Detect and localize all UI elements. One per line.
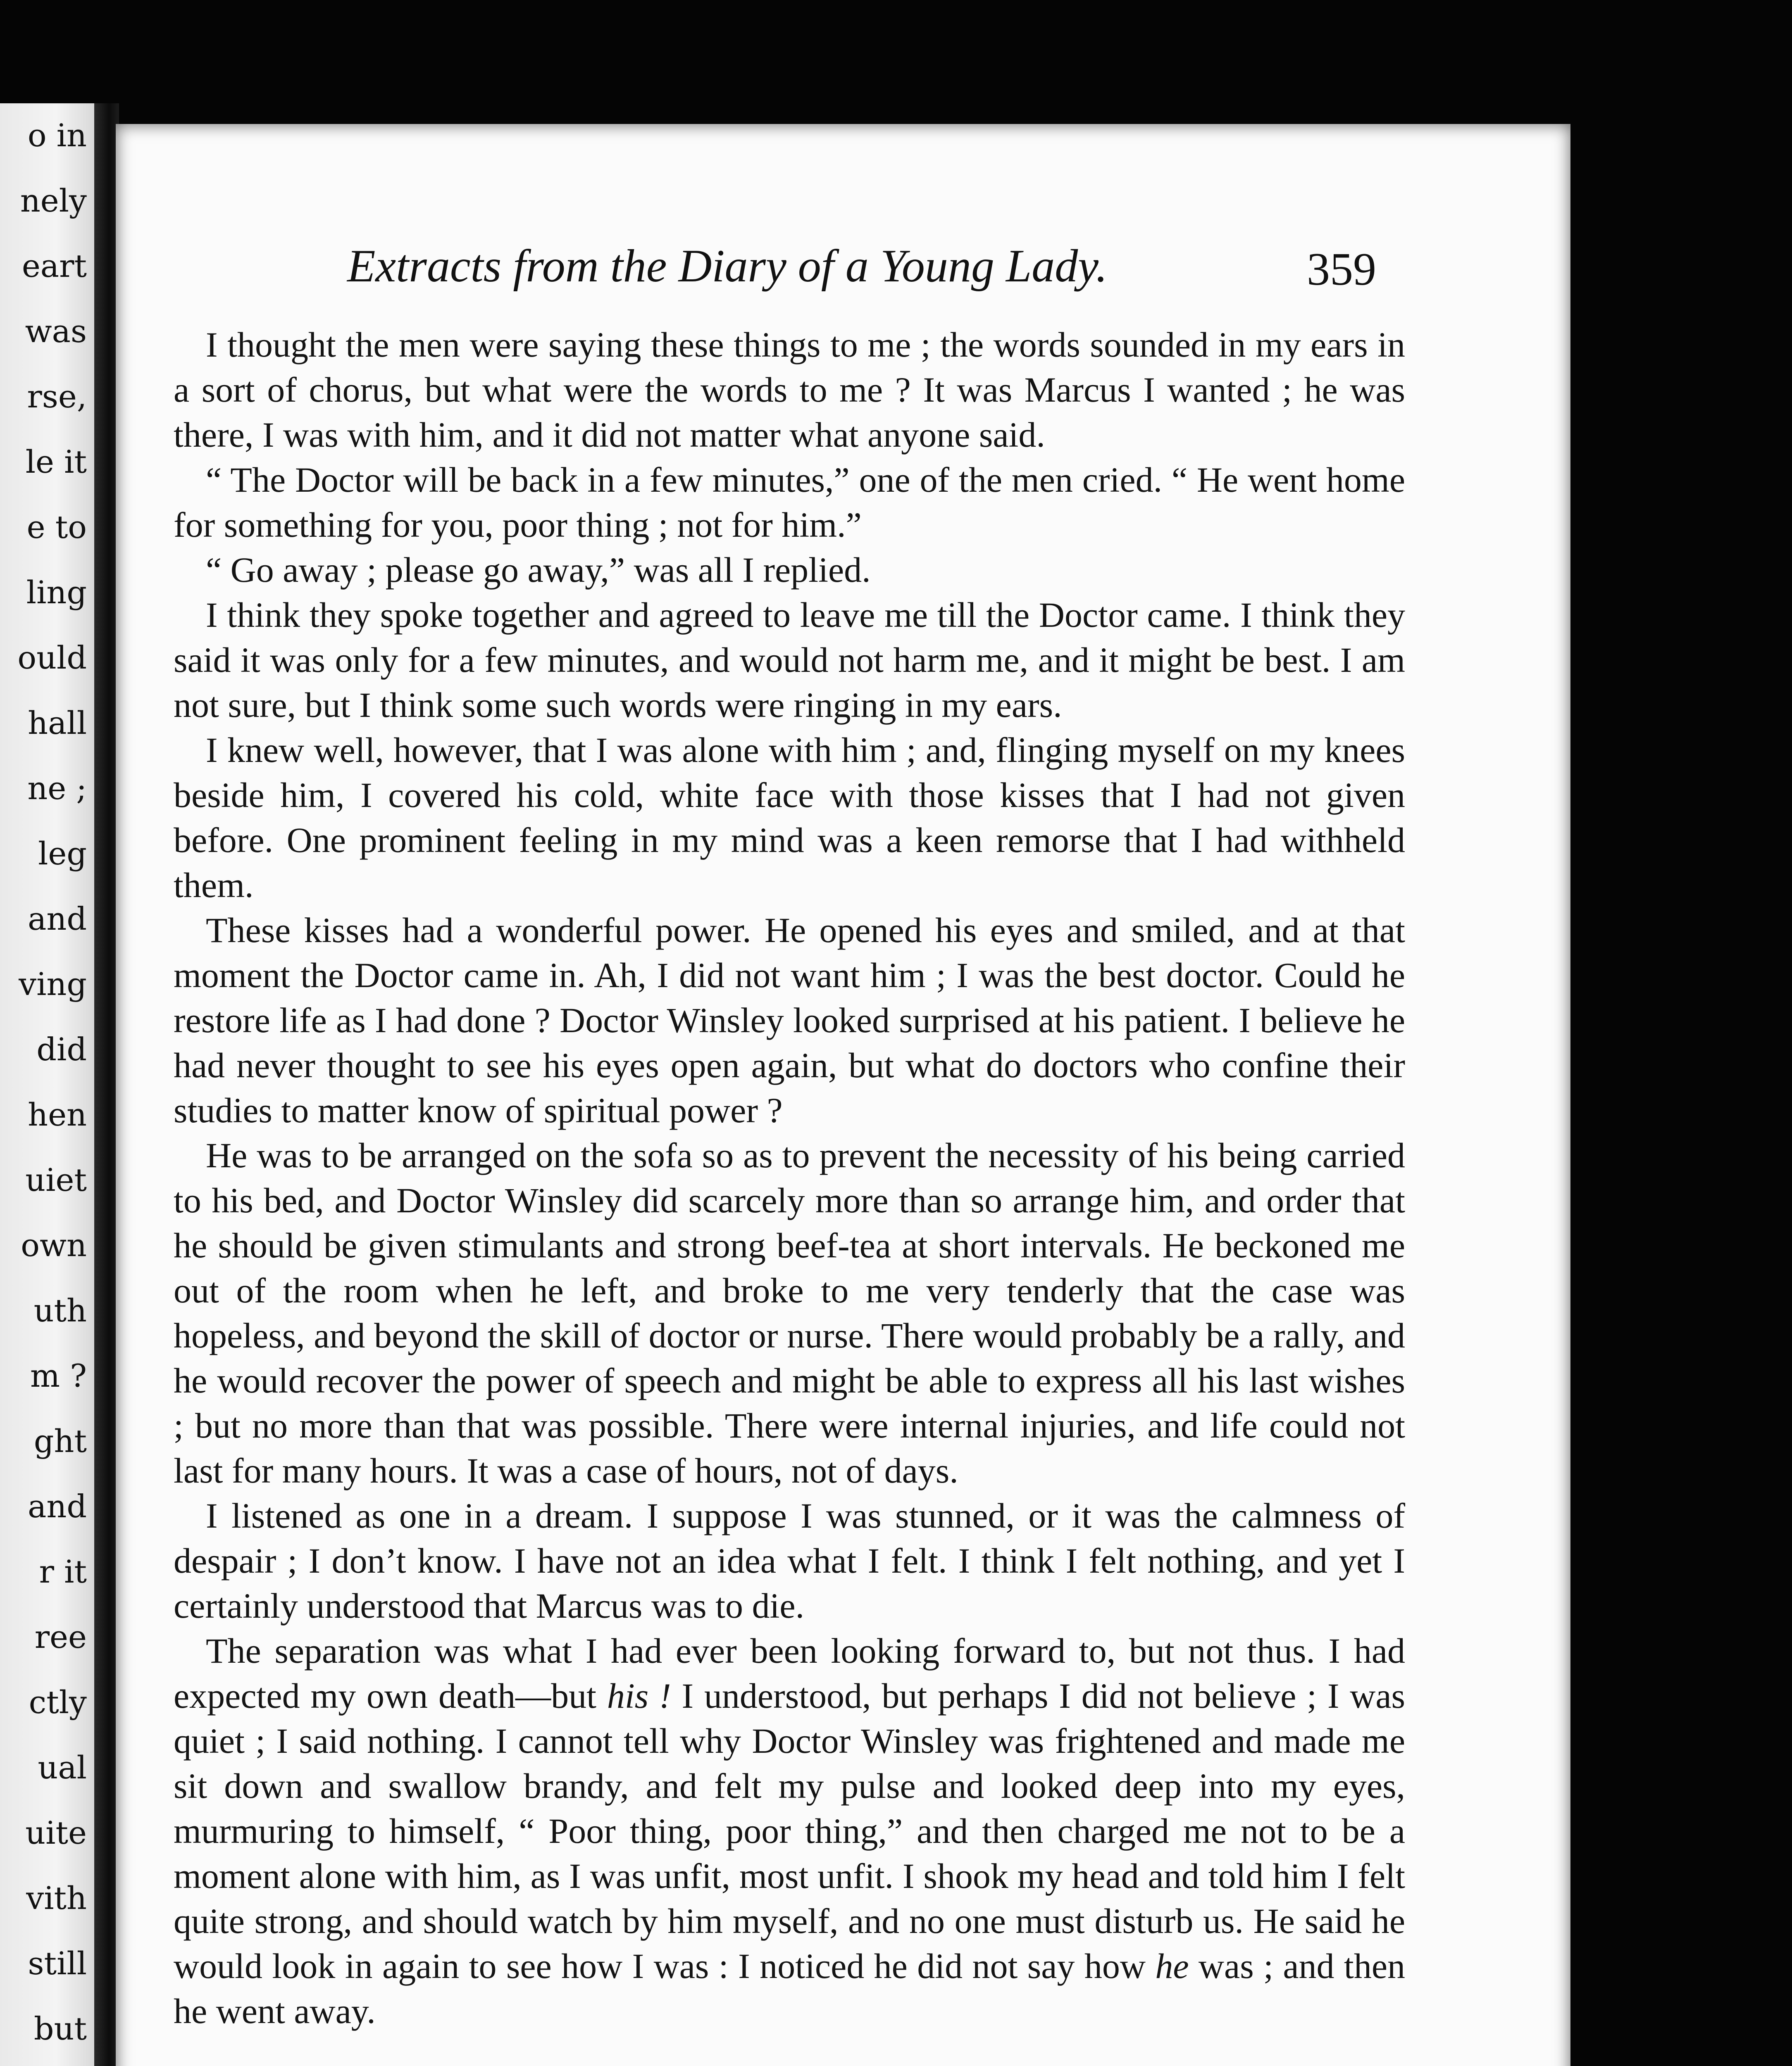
left-page-fragment: m ? (30, 1357, 87, 1394)
paragraph-8: I listened as one in a dream. I suppose I was stunned, or it was the calmness of despair ; I don’t know. I have not an idea what I felt. I think I felt nothing, and yet I certainly understood that Marcus was to die. (174, 1496, 1405, 1626)
left-page-fragment: ree (34, 1619, 87, 1655)
paragraph-1: I thought the men were saying these things to me ; the words sounded in my ears in a sort of chorus, but what were the words to me ? It was Marcus I wanted ; he was there, I was with him, and it did not matter what anyone said. (174, 325, 1405, 455)
left-page-fragment: but (33, 2010, 87, 2047)
book-page (116, 124, 1570, 2066)
left-page-fragment: le it (25, 443, 87, 480)
left-page-fragment: hall (28, 705, 87, 741)
left-page-fragment: uth (33, 1292, 87, 1329)
left-page-fragment: did (36, 1031, 87, 1068)
left-page-fragment: leg (38, 835, 87, 872)
left-page-fragment: o in (27, 117, 87, 154)
paragraph-2: “ The Doctor will be back in a few minutes,” one of the men cried. “ He went home for something for you, poor thing ; not for him.” (174, 460, 1405, 545)
paragraph-9-part-1: The separation was what I had ever been looking forward to, but not thus. I had expected my own death—but (174, 1631, 1405, 1716)
left-page-fragment: r it (39, 1553, 87, 1590)
left-page-fragment: nely (20, 182, 87, 219)
paragraph-9-italic-he: he (1155, 1946, 1189, 1986)
left-page-fragment: uiet (25, 1162, 87, 1198)
left-page-fragment: still (28, 1945, 87, 1982)
left-page-fragment: hen (28, 1096, 87, 1133)
left-page-fragment: rse, (27, 378, 87, 415)
left-page-fragment: eart (21, 248, 87, 284)
paragraph-9-part-2: I understood, but perhaps I did not believe ; I was quiet ; I said nothing. I cannot tell why Doctor Winsley was frightened and made me sit down and swallow brandy, and felt my pulse and looked deep into my eyes, murmuring to himself, “ Poor thing, poor thing,” and then charged me not to be a moment alone with him, as I was unfit, most unfit. I shook my head and told him I felt quite strong, and should watch by him myself, and no one must disturb us. He said he would look in again to see how I was : I noticed he did not say how (174, 1676, 1406, 1986)
left-page-fragment: ling (26, 574, 87, 611)
left-page-fragment: uite (25, 1814, 87, 1851)
running-head (116, 240, 1570, 298)
left-page-fragment: ould (17, 639, 87, 676)
body-text (174, 322, 1405, 2034)
left-page-fragment: ght (33, 1423, 87, 1459)
left-page-fragment: ving (19, 966, 87, 1002)
left-page-fragment: ctly (29, 1684, 87, 1721)
paragraph-9 (174, 1628, 1405, 2034)
left-facing-page (0, 103, 94, 2066)
running-title: Extracts from the Diary of a Young Lady. (347, 240, 1108, 292)
paragraph-6: These kisses had a wonderful power. He opened his eyes and smiled, and at that moment the Doctor came in. Ah, I did not want him ; I was the best doctor. Could he restore life as I had done ? Doctor Winsley looked surprised at his patient. I believe he had never thought to see his eyes open again, but what do doctors who confine their studies to matter know of spiritual power ? (174, 910, 1405, 1130)
left-page-fragment: vith (26, 1880, 87, 1916)
paragraph-5: I knew well, however, that I was alone with him ; and, flinging myself on my knees beside him, I covered his cold, white face with those kisses that I had not given before. One prominent feeling in my mind was a keen remorse that I had withheld them. (174, 730, 1405, 905)
paragraph-3: “ Go away ; please go away,” was all I replied. (206, 550, 871, 590)
left-page-fragment: was (25, 313, 87, 350)
left-page-fragment: own (21, 1227, 87, 1264)
left-page-fragment: e to (26, 509, 87, 545)
paragraph-9-part-3: was ; and then he went away. (174, 1946, 1405, 2031)
left-page-fragment: and (28, 1488, 87, 1525)
left-page-fragment: ual (38, 1749, 87, 1786)
paragraph-4: I think they spoke together and agreed to leave me till the Doctor came. I think they said it was only for a few minutes, and would not harm me, and it might be best. I am not sure, but I think some such words were ringing in my ears. (174, 595, 1405, 725)
paragraph-9-italic-his: his ! (607, 1676, 671, 1716)
paragraph-7: He was to be arranged on the sofa so as to prevent the necessity of his being carried to his bed, and Doctor Winsley did scarcely more than so arrange him, and order that he should be given stimulants and strong beef-tea at short intervals. He beckoned me out of the room when he left, and broke to me very tenderly that the case was hopeless, and beyond the skill of doctor or nurse. There would probably be a rally, and he would recover the power of speech and might be able to express all his last wishes ; but no more than that was possible. There were internal injuries, and life could not last for many hours. It was a case of hours, not of days. (174, 1135, 1405, 1490)
left-page-fragment: and (28, 900, 87, 937)
left-page-fragment: ne ; (27, 770, 87, 807)
book-gutter (94, 103, 119, 2066)
page-number: 359 (1307, 244, 1376, 295)
